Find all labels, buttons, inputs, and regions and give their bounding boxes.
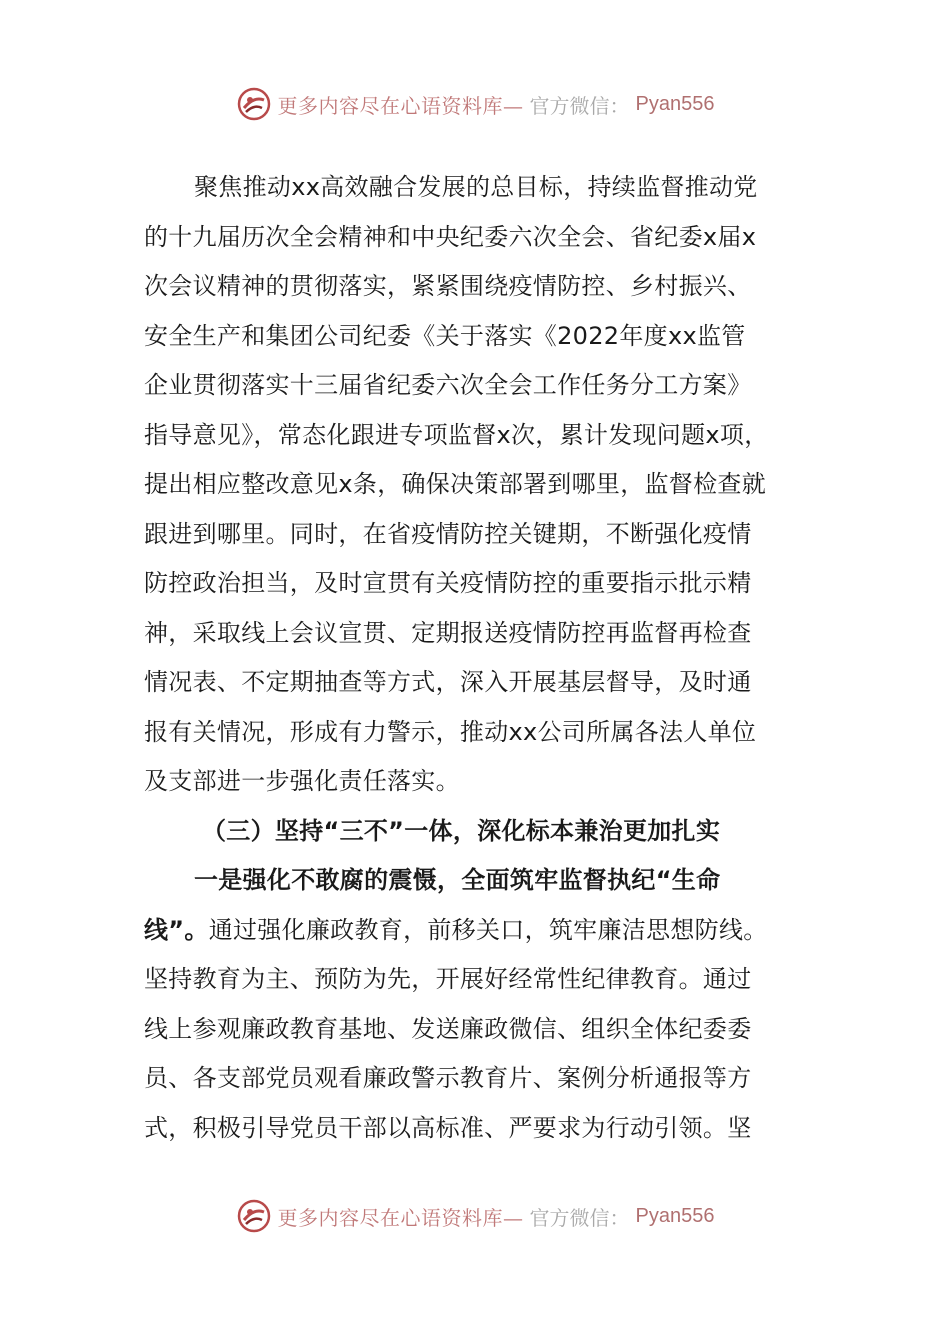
banner-wechat-id: Pyan556 bbox=[635, 1204, 715, 1227]
body-line: 防控政治担当，及时宣贯有关疫情防控的重要指示批示精 bbox=[144, 569, 752, 597]
body-line: 指导意见》，常态化跟进专项监督x次，累计发现问题x项， bbox=[144, 420, 769, 449]
sub-heading-tail: 线”。 bbox=[144, 915, 209, 944]
body-line: 式，积极引导党员干部以高标准、严要求为行动引领。坚 bbox=[144, 1113, 752, 1142]
body-line: 次会议精神的贯彻落实，紧紧围绕疫情防控、乡村振兴、 bbox=[144, 272, 752, 300]
banner-text: 更多内容尽在心语资料库— bbox=[277, 1205, 524, 1230]
body-line: 提出相应整改意见x条，确保决策部署到哪里，监督检查就 bbox=[144, 470, 767, 498]
body-line: 坚持教育为主、预防为先，开展好经常性纪律教育。通过 bbox=[144, 965, 752, 993]
sub-heading: 一是强化不敢腐的震慑，全面筑牢监督执纪“生命 bbox=[194, 866, 721, 894]
body-line: 聚焦推动xx高效融合发展的总目标，持续监督推动党 bbox=[194, 173, 758, 201]
banner-text: 更多内容尽在心语资料库— bbox=[277, 93, 524, 118]
book-logo-icon bbox=[236, 86, 272, 122]
header-watermark-banner bbox=[0, 84, 950, 124]
body-line: 跟进到哪里。同时，在省疫情防控关键期，不断强化疫情 bbox=[144, 519, 752, 548]
banner-wechat-id: Pyan556 bbox=[635, 92, 715, 115]
document-body bbox=[144, 163, 824, 1153]
body-line: 神，采取线上会议宣贯、定期报送疫情防控再监督再检查 bbox=[144, 618, 752, 647]
body-line: 及支部进一步强化责任落实。 bbox=[144, 767, 460, 795]
footer-watermark-banner bbox=[0, 1196, 950, 1236]
body-line: 情况表、不定期抽查等方式，深入开展基层督导，及时通 bbox=[144, 668, 752, 696]
body-line bbox=[144, 906, 824, 956]
body-line: 员、各支部党员观看廉政警示教育片、案例分析通报等方 bbox=[144, 1064, 752, 1092]
body-line: 的十九届历次全会精神和中央纪委六次全会、省纪委x届x bbox=[144, 222, 757, 251]
body-line: 安全生产和集团公司纪委《关于落实《2022年度xx监管 bbox=[144, 321, 746, 350]
book-logo-icon bbox=[236, 1198, 272, 1234]
section-heading: （三）坚持“三不”一体，深化标本兼治更加扎实 bbox=[202, 816, 721, 845]
banner-wechat-label: 官方微信： bbox=[529, 93, 630, 118]
body-line-text: 通过强化廉政教育，前移关口，筑牢廉洁思想防线。 bbox=[208, 915, 768, 944]
banner-wechat-label: 官方微信： bbox=[529, 1205, 630, 1230]
body-line: 企业贯彻落实十三届省纪委六次全会工作任务分工方案》 bbox=[144, 371, 752, 399]
body-line: 线上参观廉政教育基地、发送廉政微信、组织全体纪委委 bbox=[144, 1014, 752, 1043]
body-line: 报有关情况，形成有力警示，推动xx公司所属各法人单位 bbox=[144, 717, 757, 746]
